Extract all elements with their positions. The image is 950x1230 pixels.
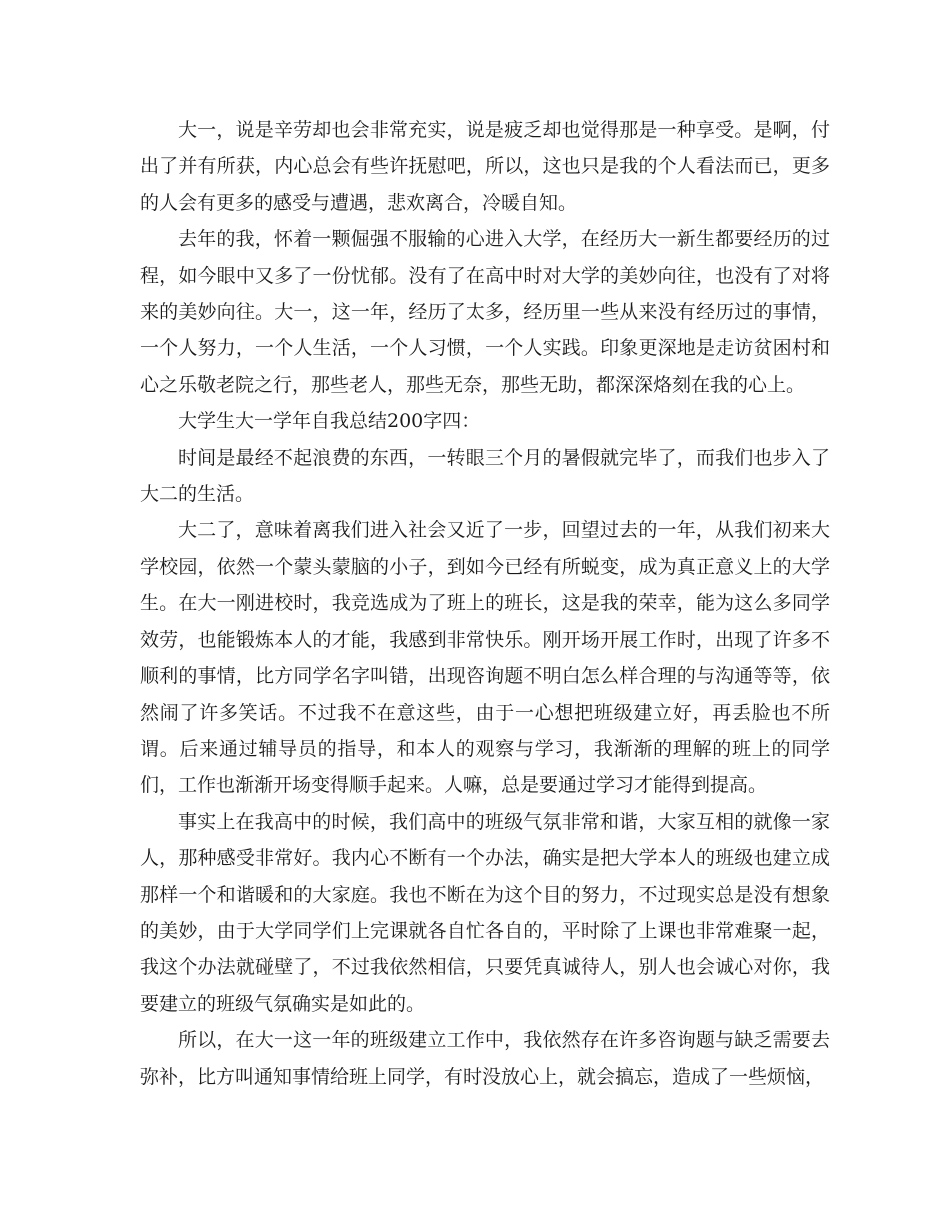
paragraph-6: 所以，在大一这一年的班级建立工作中，我依然存在许多咨询题与缺乏需要去弥补，比方叫通知事情给班上同学，有时没放心上，就会搞忘，造成了一些烦恼， — [140, 1029, 830, 1088]
paragraph-1: 大一，说是辛劳却也会非常充实，说是疲乏却也觉得那是一种享受。是啊，付出了并有所获，内心总会有些许抚慰吧，所以，这也只是我的个人看法而已，更多的人会有更多的感受与遭遇，悲欢离合，冷暖自知。 — [140, 119, 830, 214]
section-heading: 大学生大一学年自我总结200字四： — [178, 410, 481, 433]
paragraph-2: 去年的我，怀着一颗倔强不服输的心进入大学，在经历大一新生都要经历的过程，如今眼中又多了一份忧郁。没有了在高中时对大学的美妙向往，也没有了对将来的美妙向往。大一，这一年，经历了太多，经历里一些从来没有经历过的事情，一个人努力，一个人生活，一个人习惯，一个人实践。印象更深地是走访贫困村和心之乐敬老院之行，那些老人，那些无奈，那些无助，都深深烙刻在我的心上。 — [140, 228, 830, 396]
paragraph-4: 大二了，意味着离我们进入社会又近了一步，回望过去的一年，从我们初来大学校园，依然一个蒙头蒙脑的小子，到如今已经有所蜕变，成为真正意义上的大学生。在大一刚进校时，我竞选成为了班上的班长，这是我的荣幸，能为这么多同学效劳，也能锻炼本人的才能，我感到非常快乐。刚开场开展工作时，出现了许多不顺利的事情，比方同学名字叫错，出现咨询题不明白怎么样合理的与沟通等等，依然闹了许多笑话。不过我不在意这些，由于一心想把班级建立好，再丢脸也不所谓。后来通过辅导员的指导，和本人的观察与学习，我渐渐的理解的班上的同学们，工作也渐渐开场变得顺手起来。人嘛，总是要通过学习才能得到提高。 — [140, 519, 830, 797]
paragraph-3: 时间是最经不起浪费的东西，一转眼三个月的暑假就完毕了，而我们也步入了大二的生活。 — [140, 446, 830, 506]
paragraph-5: 事实上在我高中的时候，我们高中的班级气氛非常和谐，大家互相的就像一家人，那种感受非常好。我内心不断有一个办法，确实是把大学本人的班级也建立成那样一个和谐暖和的大家庭。我也不断在为这个目的努力，不过现实总是没有想象的美妙，由于大学同学们上完课就各自忙各自的，平时除了上课也非常难聚一起，我这个办法就碰壁了，不过我依然相信，只要凭真诚待人，别人也会诚心对你，我要建立的班级气氛确实是如此的。 — [140, 810, 830, 1015]
document-body — [140, 112, 830, 1095]
